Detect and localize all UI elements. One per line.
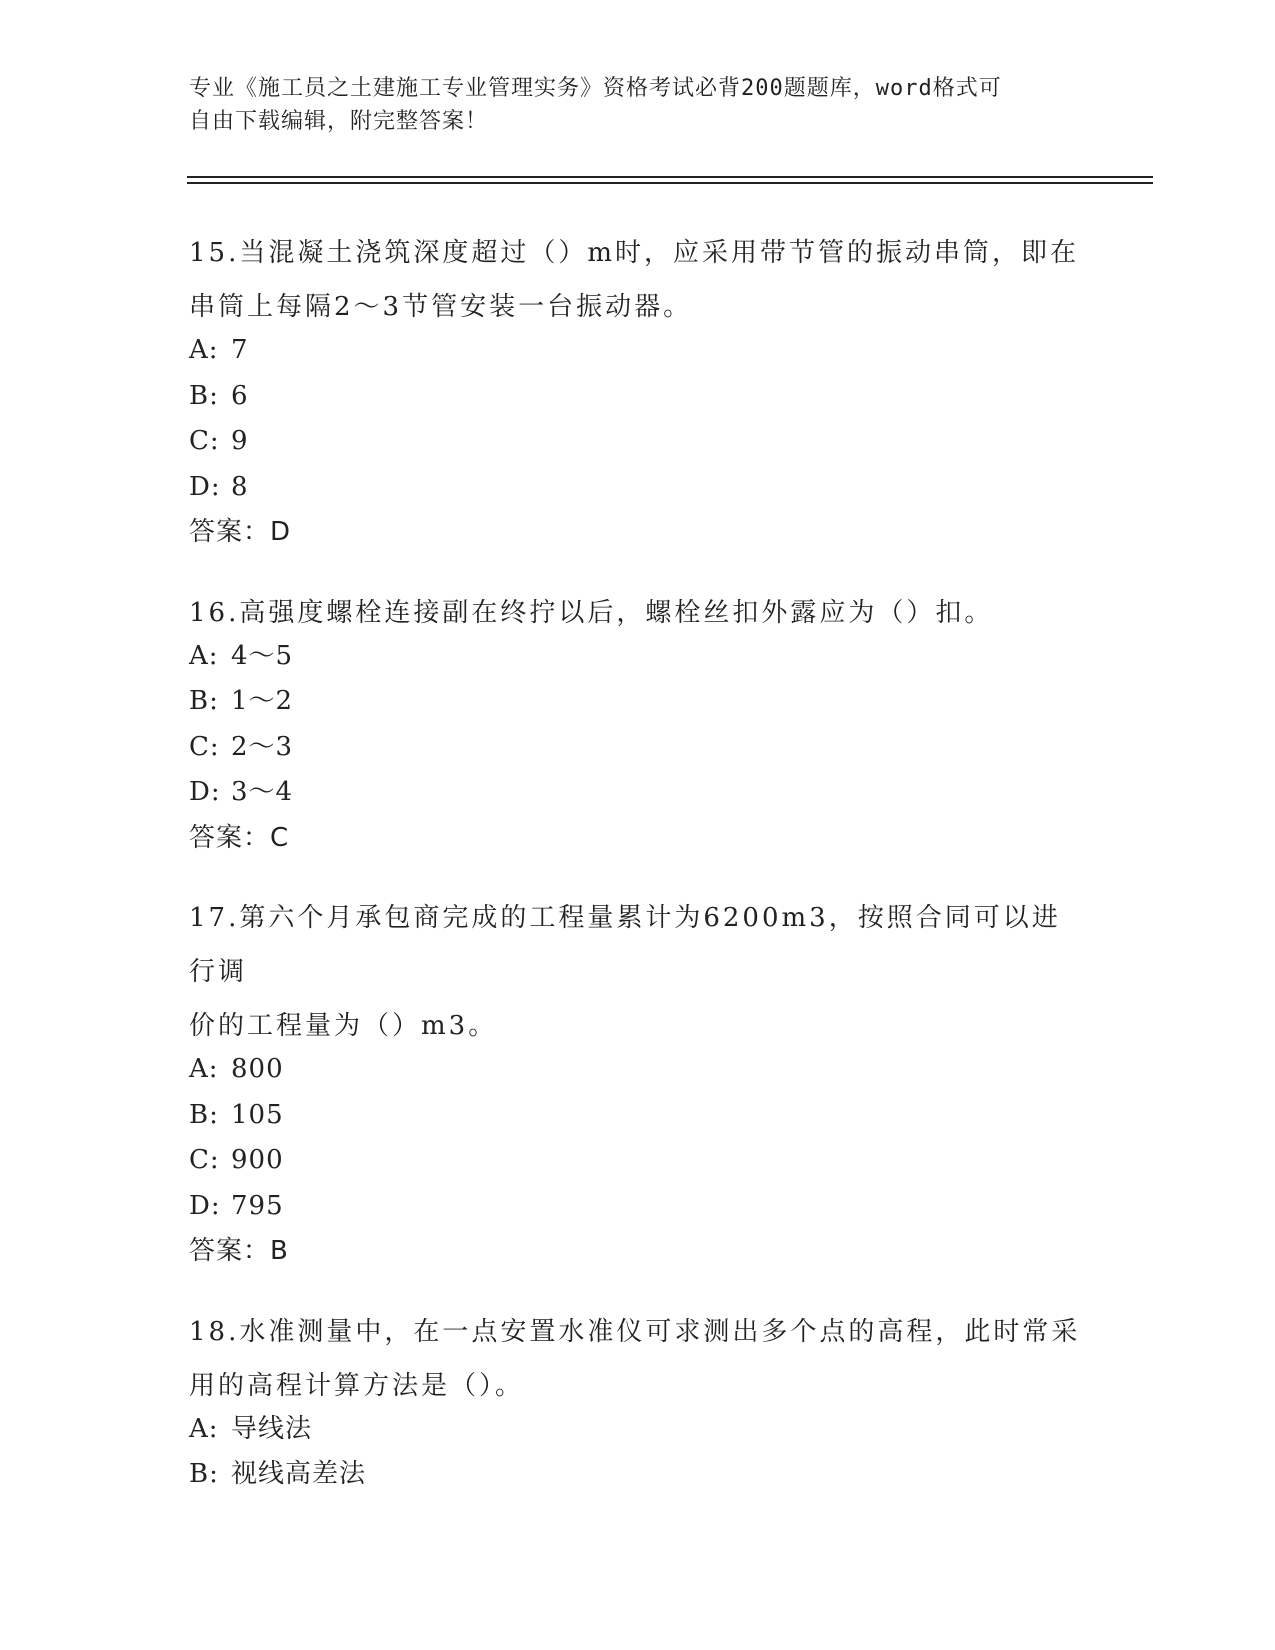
question-stem — [189, 586, 1089, 640]
header-line-2: 自由下载编辑，附完整答案！ — [189, 109, 489, 134]
option-a — [189, 634, 1089, 680]
question-stem-line: 串筒上每隔2～3节管安装一台振动器。 — [189, 292, 693, 322]
option-text: 8 — [231, 471, 249, 502]
option-letter: B: — [189, 686, 219, 716]
option-letter: C: — [189, 731, 220, 762]
question-list — [189, 232, 1089, 1534]
option-letter: D: — [189, 1190, 221, 1221]
option-b — [189, 1093, 1089, 1139]
option-letter: A: — [189, 1413, 219, 1444]
answer-label: 答案：D — [189, 517, 292, 547]
question-stem-line: 价的工程量为（）m3。 — [189, 1011, 498, 1041]
option-text: 4～5 — [231, 640, 294, 671]
document-header — [189, 72, 1069, 138]
question-stem-line: 18.水准测量中，在一点安置水准仪可求测出多个点的高程，此时常采 — [189, 1316, 1081, 1347]
option-a — [189, 1047, 1089, 1093]
option-letter: D: — [189, 471, 221, 502]
option-c — [189, 1138, 1089, 1184]
option-letter: B: — [189, 1099, 219, 1130]
option-b — [189, 679, 1089, 725]
option-text: 105 — [231, 1099, 284, 1130]
option-a — [189, 1407, 1089, 1453]
option-text: 视线高差法 — [231, 1459, 367, 1489]
header-line-1: 专业《施工员之土建施工专业管理实务》资格考试必背200题题库，word格式可 — [189, 76, 1002, 101]
option-d — [189, 1184, 1089, 1230]
option-d — [189, 770, 1089, 816]
header-divider-top — [187, 176, 1153, 178]
option-letter: B: — [189, 1459, 219, 1489]
option-c — [189, 725, 1089, 771]
question-stem-line: 15.当混凝土浇筑深度超过（）m时，应采用带节管的振动串筒，即在 — [189, 238, 1080, 268]
answer-label: 答案：B — [189, 1236, 289, 1266]
option-a — [189, 328, 1089, 374]
option-text: 795 — [231, 1190, 284, 1221]
option-letter: D: — [189, 777, 221, 807]
option-d — [189, 465, 1089, 511]
option-letter: A: — [189, 335, 219, 365]
option-letter: A: — [189, 1054, 219, 1084]
option-b — [189, 1452, 1089, 1498]
question-stem-line: 17.第六个月承包商完成的工程量累计为6200m3，按照合同可以进行调 — [189, 903, 1061, 987]
question-15 — [189, 226, 1089, 556]
answer-label: 答案：C — [189, 822, 290, 853]
option-text: 导线法 — [231, 1413, 313, 1444]
option-text: 1～2 — [231, 686, 294, 716]
option-text: 7 — [231, 335, 249, 365]
header-divider-bottom — [187, 182, 1153, 184]
option-letter: A: — [189, 640, 219, 671]
option-letter: C: — [189, 426, 220, 456]
option-text: 900 — [231, 1145, 284, 1175]
option-c — [189, 419, 1089, 465]
option-letter: B: — [189, 380, 219, 411]
question-stem — [189, 226, 1089, 334]
question-stem-line: 用的高程计算方法是（）。 — [189, 1370, 525, 1401]
question-stem — [189, 1305, 1089, 1413]
option-b — [189, 374, 1089, 420]
option-text: 2～3 — [231, 731, 294, 762]
question-stem-line: 16.高强度螺栓连接副在终拧以后，螺栓丝扣外露应为（）扣。 — [189, 597, 994, 628]
question-17 — [189, 891, 1089, 1275]
option-text: 9 — [231, 426, 249, 456]
question-18 — [189, 1305, 1089, 1498]
question-16 — [189, 586, 1089, 862]
option-text: 800 — [231, 1054, 284, 1084]
question-stem — [189, 891, 1089, 1053]
option-text: 6 — [231, 380, 249, 411]
option-text: 3～4 — [231, 777, 294, 807]
option-letter: C: — [189, 1145, 220, 1175]
